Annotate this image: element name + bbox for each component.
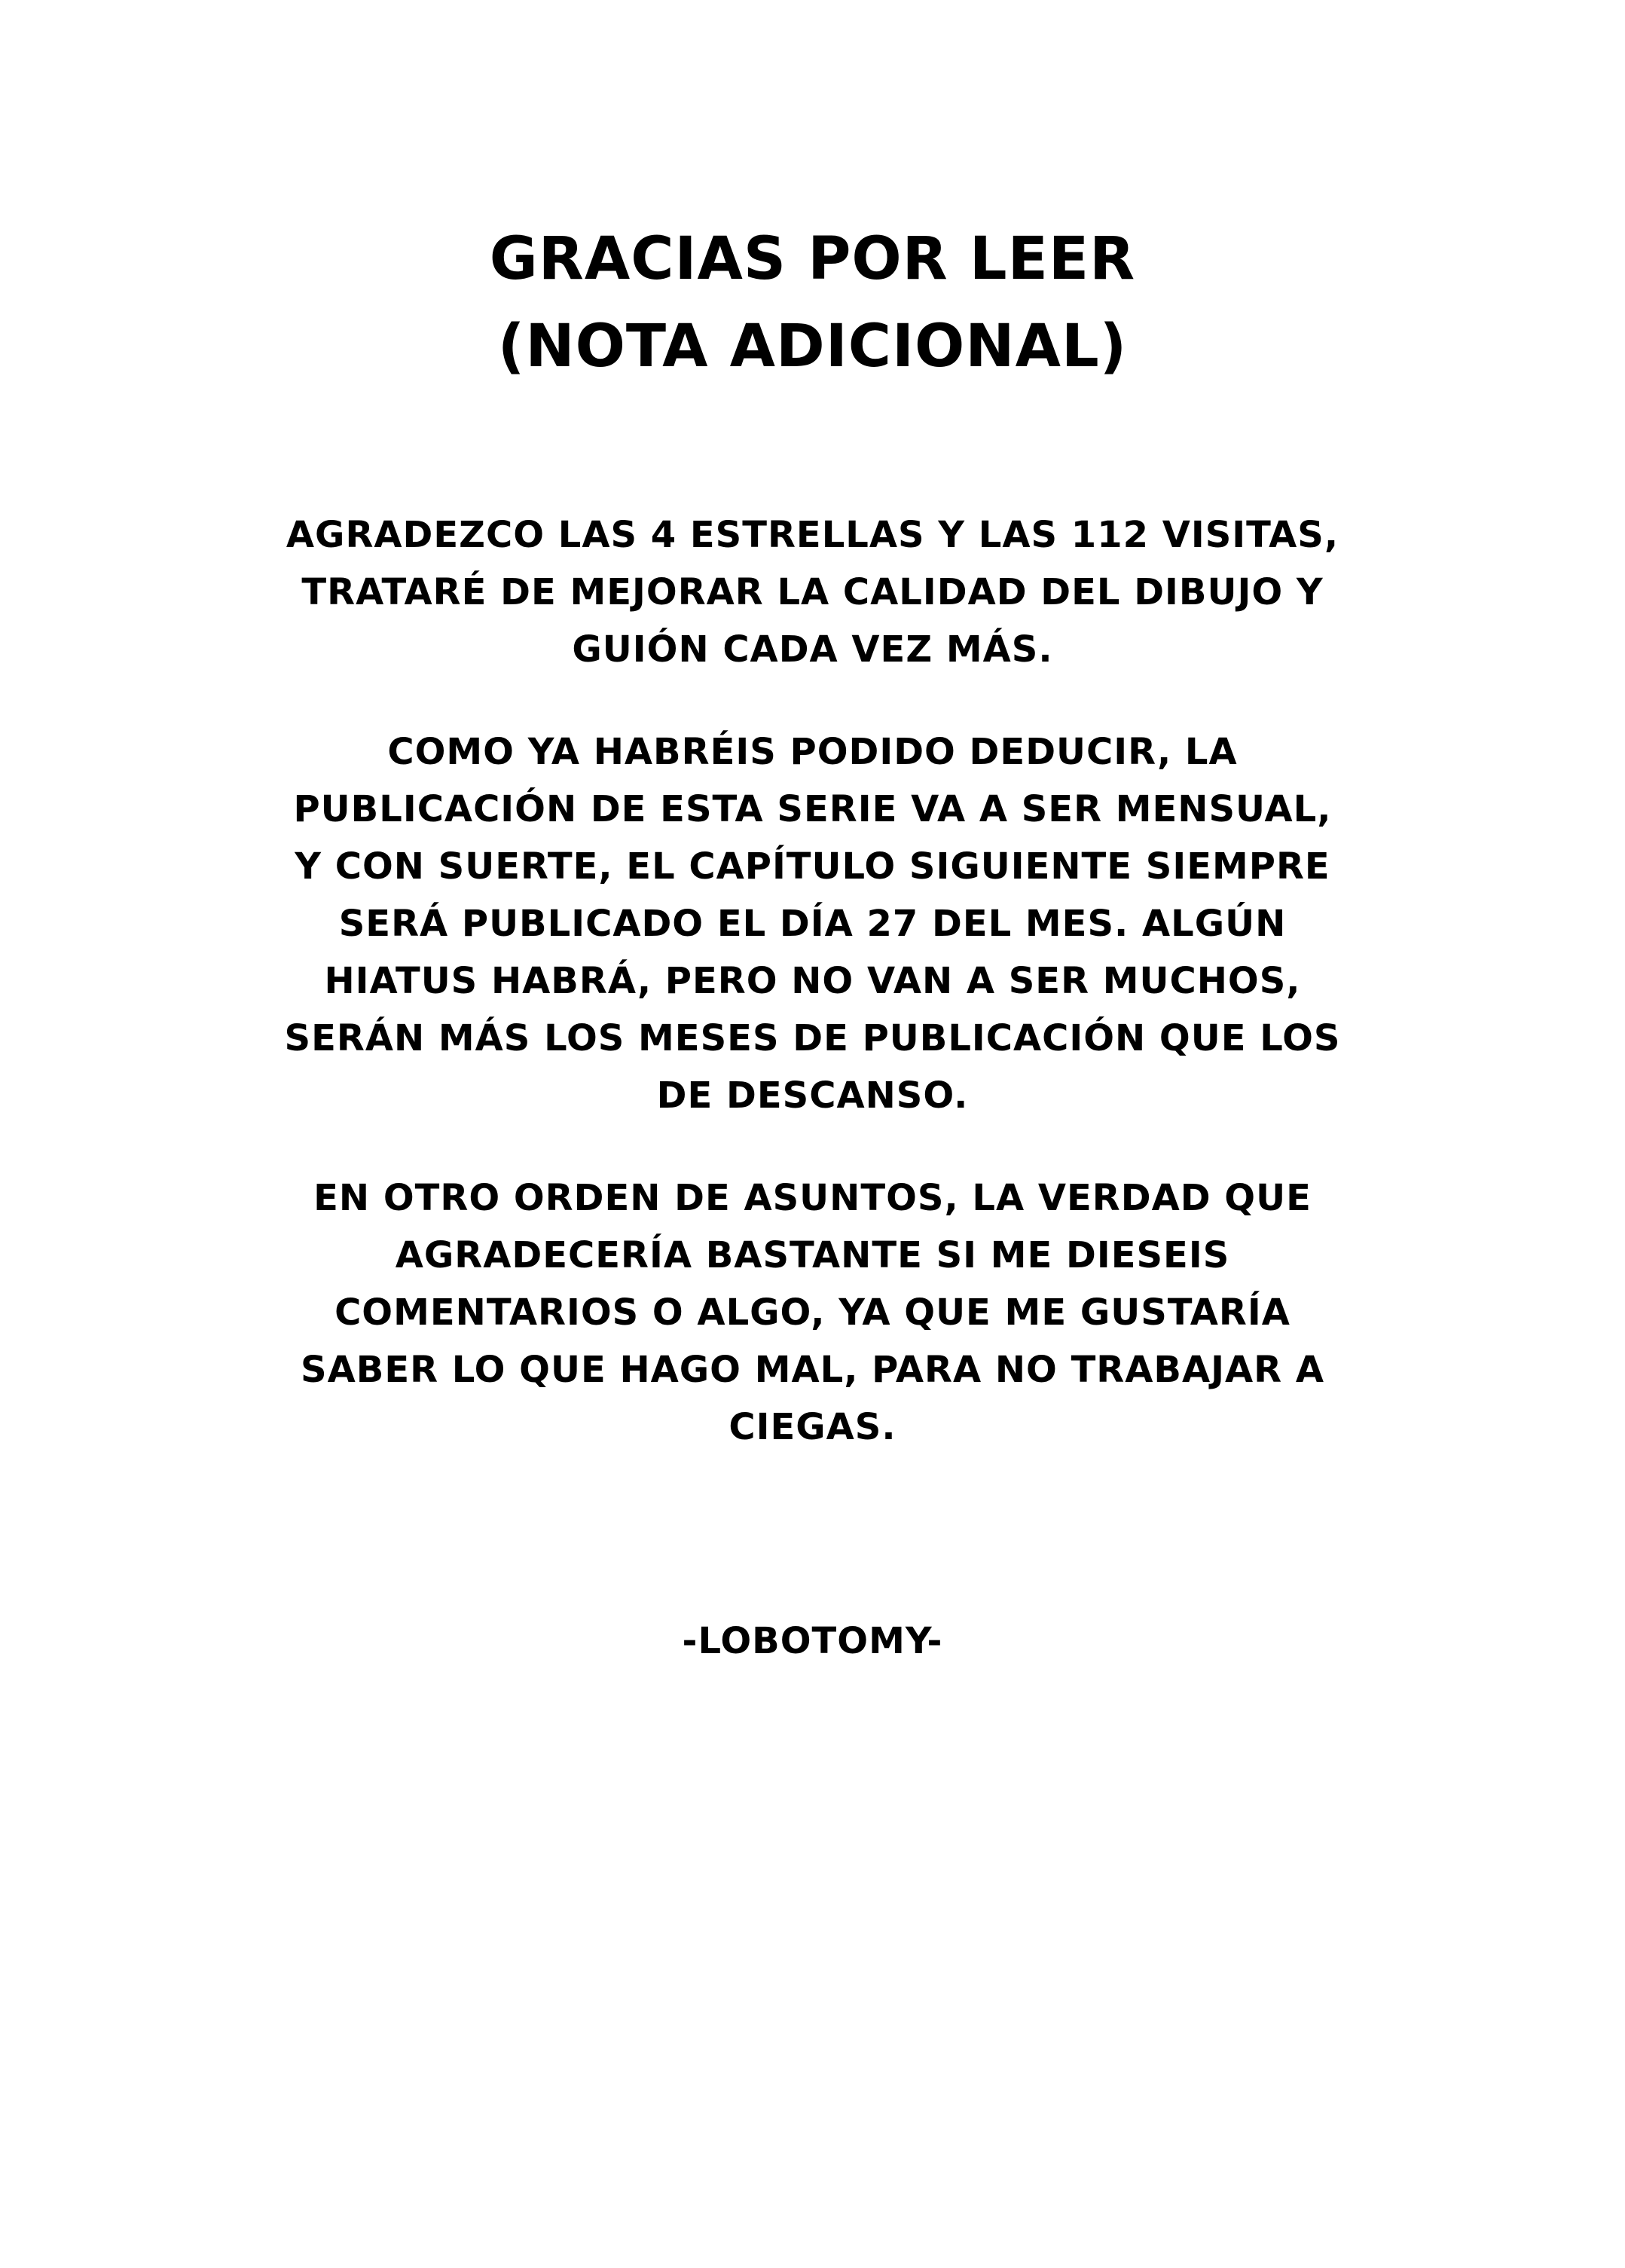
paragraph-line: AGRADECERÍA BASTANTE SI ME DIESEIS xyxy=(395,1234,1230,1276)
paragraph-thanks xyxy=(0,506,1625,678)
paragraph-line: EN OTRO ORDEN DE ASUNTOS, LA VERDAD QUE xyxy=(313,1177,1312,1219)
paragraph-schedule xyxy=(0,723,1625,1124)
author-signature: -LOBOTOMY- xyxy=(682,1620,943,1662)
page-subtitle: (NOTA ADICIONAL) xyxy=(497,313,1128,381)
paragraph-feedback xyxy=(0,1169,1625,1456)
paragraph-line: DE DESCANSO. xyxy=(656,1074,969,1117)
paragraph-line: SABER LO QUE HAGO MAL, PARA NO TRABAJAR A xyxy=(301,1349,1324,1391)
paragraph-line: CIEGAS. xyxy=(729,1406,896,1448)
paragraph-line: COMENTARIOS O ALGO, YA QUE ME GUSTARÍA xyxy=(334,1291,1291,1334)
paragraph-line: GUIÓN CADA VEZ MÁS. xyxy=(572,628,1053,671)
paragraph-line: HIATUS HABRÁ, PERO NO VAN A SER MUCHOS, xyxy=(324,960,1301,1002)
paragraph-line: SERÁ PUBLICADO EL DÍA 27 DEL MES. ALGÚN xyxy=(338,903,1287,945)
page-title: GRACIAS POR LEER xyxy=(489,225,1136,293)
paragraph-line: TRATARÉ DE MEJORAR LA CALIDAD DEL DIBUJO Y xyxy=(301,571,1324,613)
paragraph-line: COMO YA HABRÉIS PODIDO DEDUCIR, LA xyxy=(387,731,1238,773)
paragraph-line: Y CON SUERTE, EL CAPÍTULO SIGUIENTE SIEMPRE xyxy=(295,845,1330,888)
paragraph-line: PUBLICACIÓN DE ESTA SERIE VA A SER MENSUAL, xyxy=(293,788,1332,830)
paragraph-line: AGRADEZCO LAS 4 ESTRELLAS Y LAS 112 VISITAS, xyxy=(286,514,1339,556)
paragraph-line: SERÁN MÁS LOS MESES DE PUBLICACIÓN QUE LOS xyxy=(284,1017,1341,1059)
